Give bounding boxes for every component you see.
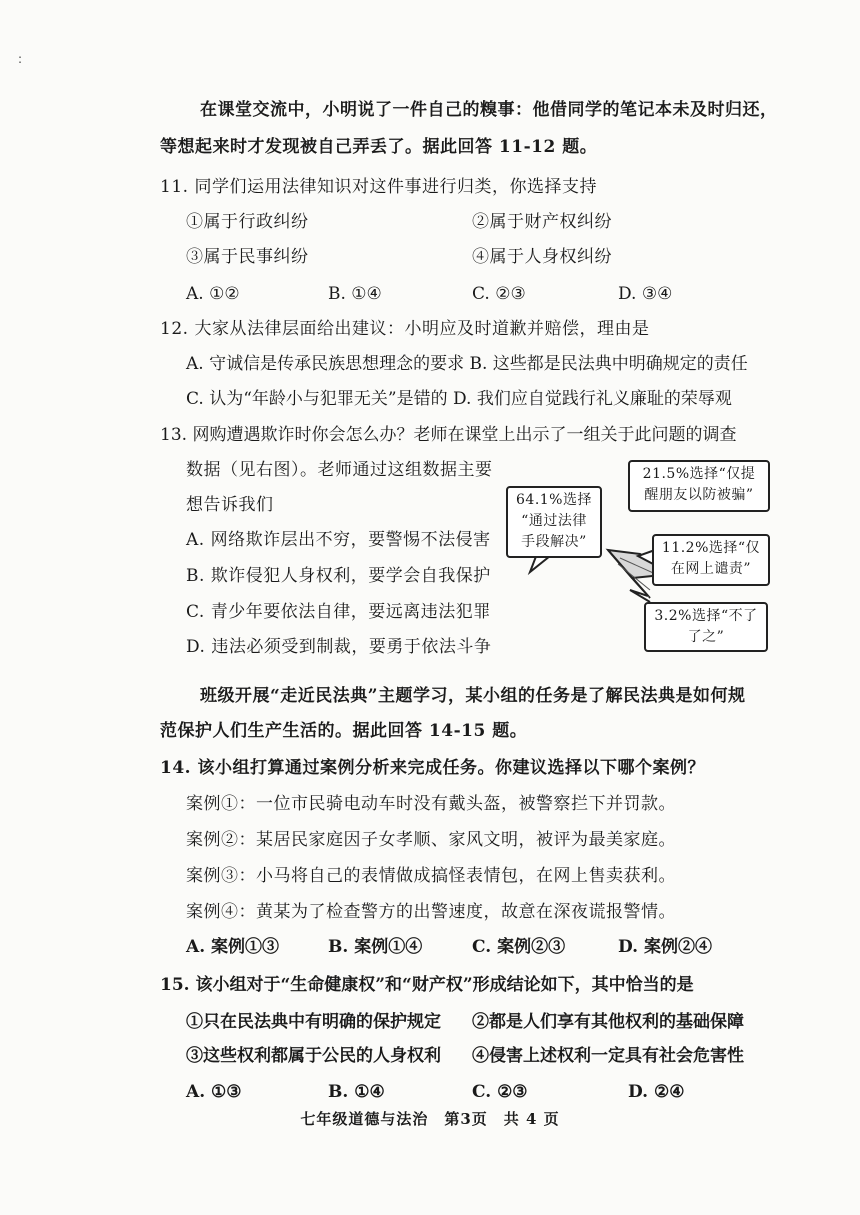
q11-option-b: B. ①④ [328,284,382,304]
q11-item-3: ③属于民事纠纷 [186,247,309,267]
q13-option-b: B. 欺诈侵犯人身权利，要学会自我保护 [186,566,491,586]
q13-stem-3: 想告诉我们 [186,495,274,515]
q11-option-a: A. ①② [186,284,240,304]
bubble-3-2-percent: 3.2%选择“不了 了之” [644,602,768,652]
q14-option-c: C. 案例②③ [472,937,566,957]
q14-case-2: 案例②：某居民家庭因子女孝顺、家风文明，被评为最美家庭。 [186,830,676,850]
q11-item-1: ①属于行政纠纷 [186,212,309,232]
q12-options-cd: C. 认为“年龄小与犯罪无关”是错的 D. 我们应自觉践行礼义廉耻的荣辱观 [186,389,732,409]
bubble-21-5-percent: 21.5%选择“仅提 醒朋友以防被骗” [628,460,770,512]
q15-item-4: ④侵害上述权利一定具有社会危害性 [472,1046,744,1066]
q11-option-d: D. ③④ [618,284,673,304]
page-footer: 七年级道德与法治 第3页 共 4 页 [300,1110,560,1128]
q14-option-b: B. 案例①④ [328,937,423,957]
q15-stem: 15. 该小组对于“生命健康权”和“财产权”形成结论如下，其中恰当的是 [160,975,694,995]
q11-item-4: ④属于人身权纠纷 [472,247,612,267]
q15-option-b: B. ①④ [328,1082,385,1102]
q14-case-3: 案例③：小马将自己的表情做成搞怪表情包，在网上售卖获利。 [186,866,676,886]
q13-stem-1: 13. 网购遭遇欺诈时你会怎么办？老师在课堂上出示了一组关于此问题的调查 [160,425,737,445]
q12-stem: 12. 大家从法律层面给出建议：小明应及时道歉并赔偿，理由是 [160,319,650,339]
q15-item-1: ①只在民法典中有明确的保护规定 [186,1012,441,1032]
q14-case-4: 案例④：黄某为了检查警方的出警速度，故意在深夜谎报警情。 [186,902,676,922]
bubble-11-2-percent: 11.2%选择“仅 在网上谴责” [652,534,770,586]
q13-stem-2: 数据（见右图）。老师通过这组数据主要 [186,460,493,480]
q14-option-a: A. 案例①③ [186,937,280,957]
bubble-tail-bottom [630,590,650,602]
q11-item-2: ②属于财产权纠纷 [472,212,612,232]
intro-line-1: 在课堂交流中，小明说了一件自己的糗事：他借同学的笔记本未及时归还， [200,100,778,120]
q14-stem: 14. 该小组打算通过案例分析来完成任务。你建议选择以下哪个案例？ [160,758,705,778]
q12-options-ab: A. 守诚信是传承民族思想理念的要求 B. 这些都是民法典中明确规定的责任 [186,354,748,374]
intro2-line-2: 范保护人们生产生活的。据此回答 14-15 题。 [160,721,528,741]
q11-stem: 11. 同学们运用法律知识对这件事进行归类，你选择支持 [160,177,597,197]
intro-line-2: 等想起来时才发现被自己弄丢了。据此回答 11-12 题。 [160,137,598,157]
bubble-64-1-percent: 64.1%选择 “通过法律 手段解决” [506,486,602,558]
q15-option-d: D. ②④ [628,1082,685,1102]
margin-mark: : [18,52,23,66]
intro2-line-1: 班级开展“走近民法典”主题学习，某小组的任务是了解民法典是如何规 [200,686,746,706]
q13-option-a: A. 网络欺诈层出不穷，要警惕不法侵害 [186,530,491,550]
q11-option-c: C. ②③ [472,284,526,304]
q15-item-3: ③这些权利都属于公民的人身权利 [186,1046,441,1066]
q14-option-d: D. 案例②④ [618,937,712,957]
q13-option-d: D. 违法必须受到制裁，要勇于依法斗争 [186,637,492,657]
q14-case-1: 案例①：一位市民骑电动车时没有戴头盔，被警察拦下并罚款。 [186,794,676,814]
q13-option-c: C. 青少年要依法自律，要远离违法犯罪 [186,602,491,622]
q15-option-a: A. ①③ [186,1082,242,1102]
q15-item-2: ②都是人们享有其他权利的基础保障 [472,1012,744,1032]
q15-option-c: C. ②③ [472,1082,528,1102]
